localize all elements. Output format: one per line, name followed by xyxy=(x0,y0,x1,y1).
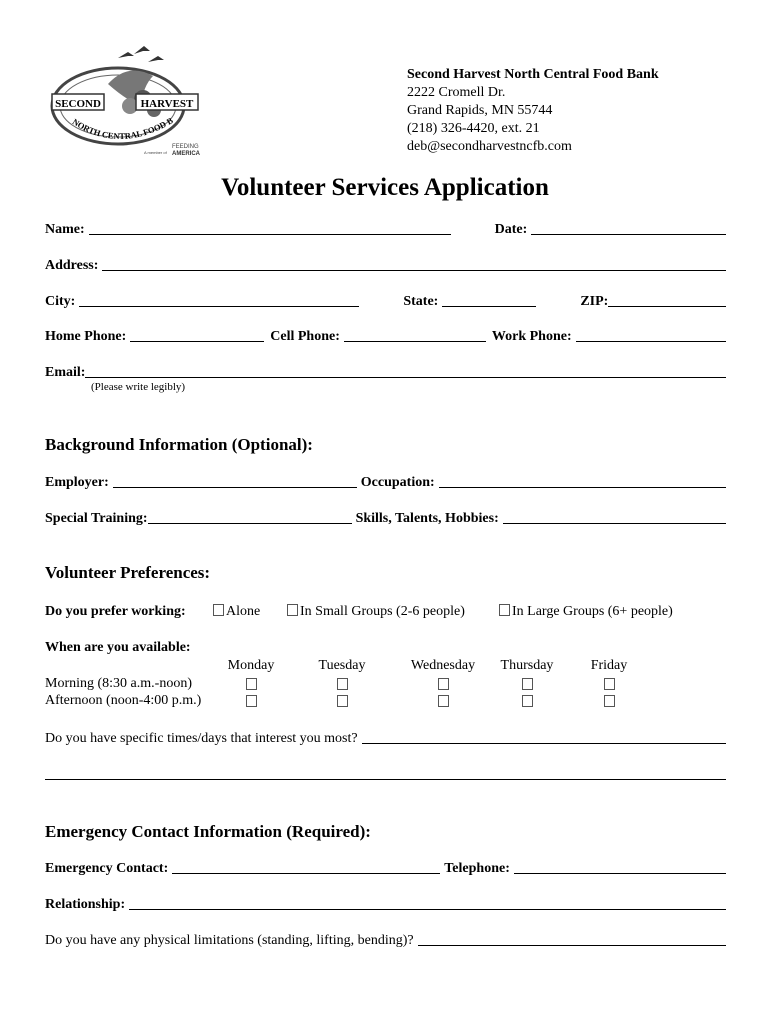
city-state-zip-row xyxy=(45,292,726,310)
afternoon-friday-checkbox[interactable] xyxy=(604,695,615,707)
state-field[interactable] xyxy=(442,306,536,307)
slot-afternoon: Afternoon (noon-4:00 p.m.) xyxy=(45,693,202,708)
email-label: Email: xyxy=(45,365,86,380)
address-field[interactable] xyxy=(102,270,726,271)
org-email: deb@secondharvestncfb.com xyxy=(407,139,572,154)
prefer-working-text: Do you prefer working: xyxy=(45,604,186,619)
morning-monday-checkbox[interactable] xyxy=(246,678,257,690)
food-bank-logo-graphic xyxy=(48,44,213,164)
afternoon-tuesday-checkbox[interactable] xyxy=(337,695,348,707)
telephone-field[interactable] xyxy=(514,873,726,874)
limitations-row xyxy=(45,931,726,949)
emergency-contact-field[interactable] xyxy=(172,873,440,874)
alone-label: Alone xyxy=(226,604,261,619)
option-alone[interactable] xyxy=(213,604,260,620)
morning-tuesday-checkbox[interactable] xyxy=(337,678,348,690)
afternoon-thursday-checkbox[interactable] xyxy=(522,695,533,707)
skills-label: Skills, Talents, Hobbies: xyxy=(355,511,499,526)
specific-times-extra-line[interactable] xyxy=(45,779,726,780)
relationship-row xyxy=(45,895,726,913)
org-address-block xyxy=(407,66,659,156)
work-phone-field[interactable] xyxy=(576,341,726,342)
large-groups-checkbox[interactable] xyxy=(499,604,510,616)
city-label: City: xyxy=(45,294,76,309)
morning-friday-checkbox[interactable] xyxy=(604,678,615,690)
special-training-field[interactable] xyxy=(148,523,352,524)
emergency-contact-row xyxy=(45,859,726,877)
morning-thursday-checkbox[interactable] xyxy=(522,678,533,690)
limitations-question: Do you have any physical limitations (standing, lifting, bending)? xyxy=(45,933,414,948)
home-phone-label: Home Phone: xyxy=(45,329,127,344)
name-label: Name: xyxy=(45,222,85,237)
background-heading: Background Information (Optional): xyxy=(45,435,313,454)
address-label: Address: xyxy=(45,258,99,273)
logo-word-second: SECOND xyxy=(55,98,101,110)
specific-times-field[interactable] xyxy=(362,743,726,744)
zip-label: ZIP: xyxy=(580,294,609,309)
logo-word-harvest: HARVEST xyxy=(140,98,194,110)
name-field[interactable] xyxy=(89,234,451,235)
prefer-working-label xyxy=(45,604,186,620)
occupation-label: Occupation: xyxy=(360,475,435,490)
logo-member-of: A member of xyxy=(144,150,167,155)
logo-feeding: FEEDING xyxy=(172,144,199,150)
home-phone-field[interactable] xyxy=(130,341,264,342)
email-row xyxy=(45,363,726,381)
work-phone-label: Work Phone: xyxy=(491,329,572,344)
specific-times-row xyxy=(45,729,726,747)
small-groups-checkbox[interactable] xyxy=(287,604,298,616)
slot-morning: Morning (8:30 a.m.-noon) xyxy=(45,676,192,691)
date-field[interactable] xyxy=(531,234,726,235)
small-groups-label: In Small Groups (2-6 people) xyxy=(300,604,465,619)
telephone-label: Telephone: xyxy=(444,861,510,876)
afternoon-wednesday-checkbox[interactable] xyxy=(438,695,449,707)
name-date-row xyxy=(45,220,726,238)
logo-america: AMERICA xyxy=(172,151,200,157)
date-label: Date: xyxy=(494,222,528,237)
day-thursday: Thursday xyxy=(500,658,554,673)
zip-field[interactable] xyxy=(608,306,726,307)
relationship-label: Relationship: xyxy=(45,897,126,912)
alone-checkbox[interactable] xyxy=(213,604,224,616)
page-title: Volunteer Services Application xyxy=(221,174,549,201)
day-wednesday: Wednesday xyxy=(410,658,476,673)
emergency-heading: Emergency Contact Information (Required): xyxy=(45,822,371,841)
skills-field[interactable] xyxy=(503,523,726,524)
employer-label: Employer: xyxy=(45,475,109,490)
large-groups-label: In Large Groups (6+ people) xyxy=(512,604,673,619)
org-name: Second Harvest North Central Food Bank xyxy=(407,67,659,82)
day-monday: Monday xyxy=(227,658,275,673)
afternoon-monday-checkbox[interactable] xyxy=(246,695,257,707)
option-small-groups[interactable] xyxy=(287,604,465,620)
day-tuesday: Tuesday xyxy=(318,658,366,673)
org-street: 2222 Cromell Dr. xyxy=(407,85,506,100)
org-city: Grand Rapids, MN 55744 xyxy=(407,103,553,118)
available-label: When are you available: xyxy=(45,640,191,655)
state-label: State: xyxy=(403,294,439,309)
employer-row xyxy=(45,473,726,491)
relationship-field[interactable] xyxy=(129,909,726,910)
preferences-heading: Volunteer Preferences: xyxy=(45,563,211,582)
logo-arc-textpath: NORTH CENTRAL FOOD B xyxy=(70,115,175,142)
city-field[interactable] xyxy=(79,306,359,307)
emergency-contact-label: Emergency Contact: xyxy=(45,861,169,876)
food-bank-logo xyxy=(48,44,213,164)
training-row xyxy=(45,509,726,527)
address-row xyxy=(45,256,726,274)
phones-row xyxy=(45,327,726,345)
day-friday: Friday xyxy=(590,658,628,673)
org-phone: (218) 326-4420, ext. 21 xyxy=(407,121,540,136)
cell-phone-field[interactable] xyxy=(344,341,486,342)
morning-wednesday-checkbox[interactable] xyxy=(438,678,449,690)
cell-phone-label: Cell Phone: xyxy=(270,329,340,344)
employer-field[interactable] xyxy=(113,487,357,488)
occupation-field[interactable] xyxy=(439,487,726,488)
special-training-label: Special Training: xyxy=(45,511,148,526)
option-large-groups[interactable] xyxy=(499,604,673,620)
limitations-field[interactable] xyxy=(418,945,726,946)
specific-times-question: Do you have specific times/days that interest you most? xyxy=(45,731,358,746)
email-field[interactable] xyxy=(85,377,726,378)
email-note: (Please write legibly) xyxy=(91,381,186,393)
